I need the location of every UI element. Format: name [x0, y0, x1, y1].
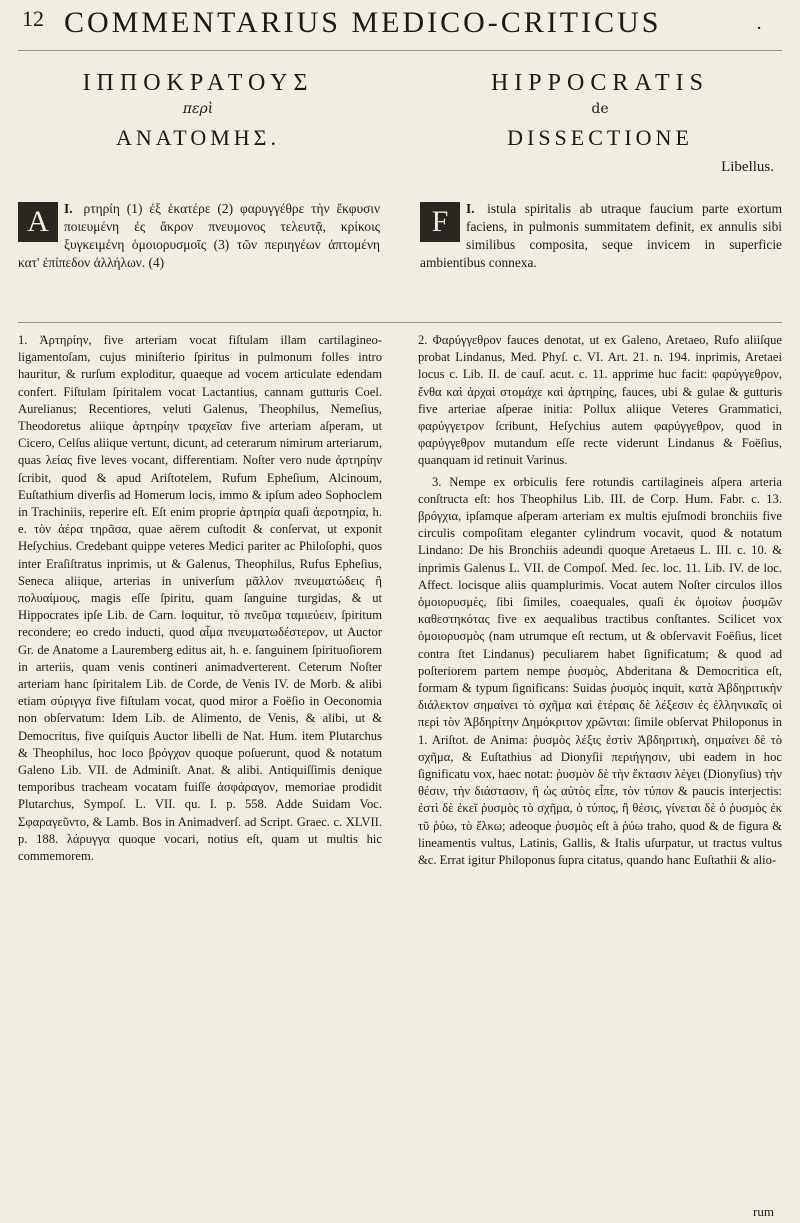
- latin-work-title: DISSECTIONE: [507, 125, 693, 150]
- commentary-paragraph: 1. Ἀρτηρίην, five arteriam vocat fiſtulam illam cartilagineo-ligamentoſam, cujus miniſterio ſpiritus in pulmonum folles intro hauritur, & rurſum exploditur, quaeque ad vocem articulate edendam confert. Fiſtulam ſpiritalem vocat Lactantius, cannam gutturis Coel. Aurelianus; Recentiores, veluti Galenus, Theophilus, Nemeſius, Theodoretus aliique ἀρτηρίην τραχεῖαν five arteriam aſperam, ut Cicero, Celſus aliique vertunt, dicunt, ad ceterarum nimirum arteriarum, quas λείας five leves vocant, differentiam. Noſter vero nude ἀρτηρίην ſcribit, quod & apud Ariſtotelem, Rufum Epheſium, Alcinoum, Euſtathium diverſis ad Homerum locis, immo & ipſum adeo Sophoclem in Trachiniis, reperire eſt. Eſt enim proprie ἀρτηρία quaſi ἀεροτηρία, h. e. τὸν ἀέρα τηρᾶσα, quae aërem cuſtodit & conſervat, ut exponit Heſychius. Credebant quippe veteres Medici pariter ac Philoſophi, quos inter Eraſiſtratus inprimis, ut & Galenus, Theophilus, Rufus Epheſius, Seneca aliique, arterias in univerſum μᾶλλον πνευματώδεις ἢ πολυαίμους, magis eſſe ſpiritu, quam ſanguine turgidas, & ut Hippocrates ipſe Lib. de Carn. loquitur, τὸ πνεῦμα ταμιεύειν, ſpiritum recondere; eo credo inducti, quod αἷμα πνευματωδέστερον, ut Auctor Gr. de Anatome a Lauremberg editus ait, h. e. ſanguinem ſpirituoſiorem in arteriis, quam venis contineri animadverterent. Ceterum Noſter arteriam hanc ſpiritalem Lib. de Corde, de Venis IV. de Morb. & alibi etiam σύριγγα five fiſtulam vocat, quod miror a Foëſio in Oeconomia non obſervatum: Idem Lib. de Alimento, de Venis, & alibi, ut & Democritus, five quiſquis Auctor libelli de Nat. Hum. item Plutarchus & Theophilus, hoc loco βρόγχον quoque poſuerunt, quod & notatum Galeno Lib. VII. de Adminiſt. Anat. & alibi. Antiquiſſimis denique temporibus tracheam vocatam fuiſſe ἀσφάραγον, memoriae prodidit Plutarchus, Sympoſ. L. VII. qu. I. p. 558. Adde Suidam Voc. Σφαραγεῦντο, & Lamb. Bos in Animadverſ. ad Script. Graec. c. XLVII. p. 188. λάρυγγα quoque vocari, notius eſt, quam ut multis hic commemorem.: [18, 333, 382, 864]
- left-commentary: [18, 332, 382, 1212]
- running-title: COMMENTARIUS MEDICO-CRITICUS: [64, 6, 662, 39]
- greek-section-text: ρτηρίη (1) ἐξ ἑκατέρε (2) φαρυγγέθρε τὴν ἔκφυσιν ποιευμένη ἐς ἄκρον πνευμονος τελευτᾷ, κρίκοις ξυγκειμένη ὁμοιορυσμοῖς (3) τῶν περιηγέων ἁπτομένη κατ' ἐπίπεδον ἀλλήλων. (4): [18, 201, 381, 270]
- greek-section: [18, 200, 380, 272]
- header-rule: [18, 50, 782, 51]
- greek-prep: περὶ: [182, 101, 214, 117]
- page-header: [0, 0, 800, 60]
- greek-dropcap: Α: [18, 202, 58, 242]
- commentary-paragraph: 3. Nempe ex orbiculis fere rotundis cartilagineis aſpera arteria conſtructa eſt: hos Theophilus Lib. III. de Corp. Hum. Fabr. c. 13. βρόγχια, ipſamque aſperam arteriam ex multis ejuſmodi bronchiis five circulis compoſitam eleganter cylindrum vocavit, quod & notatum Lindano: De his Bronchiis adeundi quoque Aretaeus L. III. c. 10. & inprimis Galenus L. VII. de Compoſ. Med. ſec. loc. 11. Lib. IV. de loc. Affect. locisque aliis quamplurimis. Vocat autem Noſter circulos illos ὁμοιορυσμὲς, ſibi ſimiles, coaequales, quaſi ἐκ ὁμοίων ῥυσμῶν καθεστηκότας five ex aequalibus tractibus conſtantes. Scilicet vox ὁμοιορυσμὸς (nam utrumque eſt rectum, ut & obſervavit Foëſius, licet contra ſtet Lindanus) peculiarem habet ſignificatum; & quod ad poſteriorem partem nempe ῥυσμὸς, Abderitana & Democritica eſt, formam & typum ſignificans: Suidas ῥυσμὸς inquit, κατὰ Ἀβδηριτικὴν διάλεκτον σημαίνει τὸ σχῆμα καὶ ἑτέραις δὲ λέξεσιν ἐς ἑλληνικαῖς οἱ περὶ τὸν Ἀβδηρίτην Δημόκριτον χρῶνται: ſimile obſervat Philoponus in 1. Ariſtot. de Anima: ῥυσμὸς λέξις ἐστὶν Ἀβδηριτικὴ, σημαίνει δὲ τὸ σχῆμα, & Euſtathius ad Dionyſii περιήγησιν, ubi eadem in hoc ſignificatu vox, haec notat: ῥυσμὸν δὲ τὴν ἔκτασιν λέγει (Dionyſius) τὴν θέσιν, τὴν διάστασιν, ἢ ὡς αὐτὸς εἶπε, τὸν τύπον & paucis interjectis: ἐστὶ δὲ ἐκεῖ ῥυσμὸς τὸ σχῆμα, ὁ τύπος, ἢ θέσις, γίνεται δὲ ὁ ῥυσμὸς ἐκ τῦ ῥύω, τὸ ἕλκω; adeoque ῥυσμὸς eſt à ῥύω traho, quod & de figura & lineamentis vultus, Latinis, Gallis, & Italis uſurpatur, ut tractus vultus &c. Errat igitur Philoponus ſupra citatus, quando hanc Euſtathii & alio-: [418, 474, 782, 868]
- latin-prep: de: [591, 101, 609, 117]
- greek-author: ΙΠΠΟΚΡΑΤΟΥΣ: [82, 70, 314, 96]
- catchword: rum: [753, 1204, 774, 1219]
- latin-section-number: I.: [466, 201, 475, 216]
- latin-author: HIPPOCRATIS: [490, 70, 710, 96]
- right-commentary: [418, 332, 782, 1204]
- commentary-paragraph: 2. Φαρύγγεθρον fauces denotat, ut ex Galeno, Aretaeo, Rufo aliiſque probat Lindanus, Med. Phyſ. c. VI. Art. 21. n. 194. inprimis, Aretaei locus c. Lib. II. de cauſ. acut. c. 11. apprime huc facit: φαρύγγεθρον, ἔνθα καὶ ἀρχαὶ στομάχε καὶ ἀρτηρίης, fauces, ubi & gulae & gutturis five arteriae aſperae initia: Pollux aliique Veteres Grammatici, φαρύγγετρον ſcribunt, Heſychius autem φαρύγγεθρον, quod in φαρύγγεθρον mutandum eſſe recte viderunt Lindanus & Foëſius, quanquam id retinuit Varinus.: [418, 333, 782, 468]
- header-mark: ·: [756, 18, 762, 39]
- latin-section-text: istula spiritalis ab utraque faucium parte exortum faciens, in pulmonis summitatem definit, ex annulis sibi similibus composita, seque invicem in superficie ambientibus connexa.: [420, 201, 782, 270]
- greek-section-number: I.: [64, 201, 73, 216]
- greek-work-title: ΑΝΑΤΟΜΗΣ.: [116, 125, 280, 150]
- greek-title-block: [18, 70, 378, 151]
- section-rule: [18, 322, 782, 323]
- latin-title-block: [420, 70, 780, 176]
- latin-section: [420, 200, 782, 272]
- latin-dropcap: F: [420, 202, 460, 242]
- latin-book-label: Libellus.: [721, 159, 774, 175]
- page-number: 12: [22, 6, 44, 31]
